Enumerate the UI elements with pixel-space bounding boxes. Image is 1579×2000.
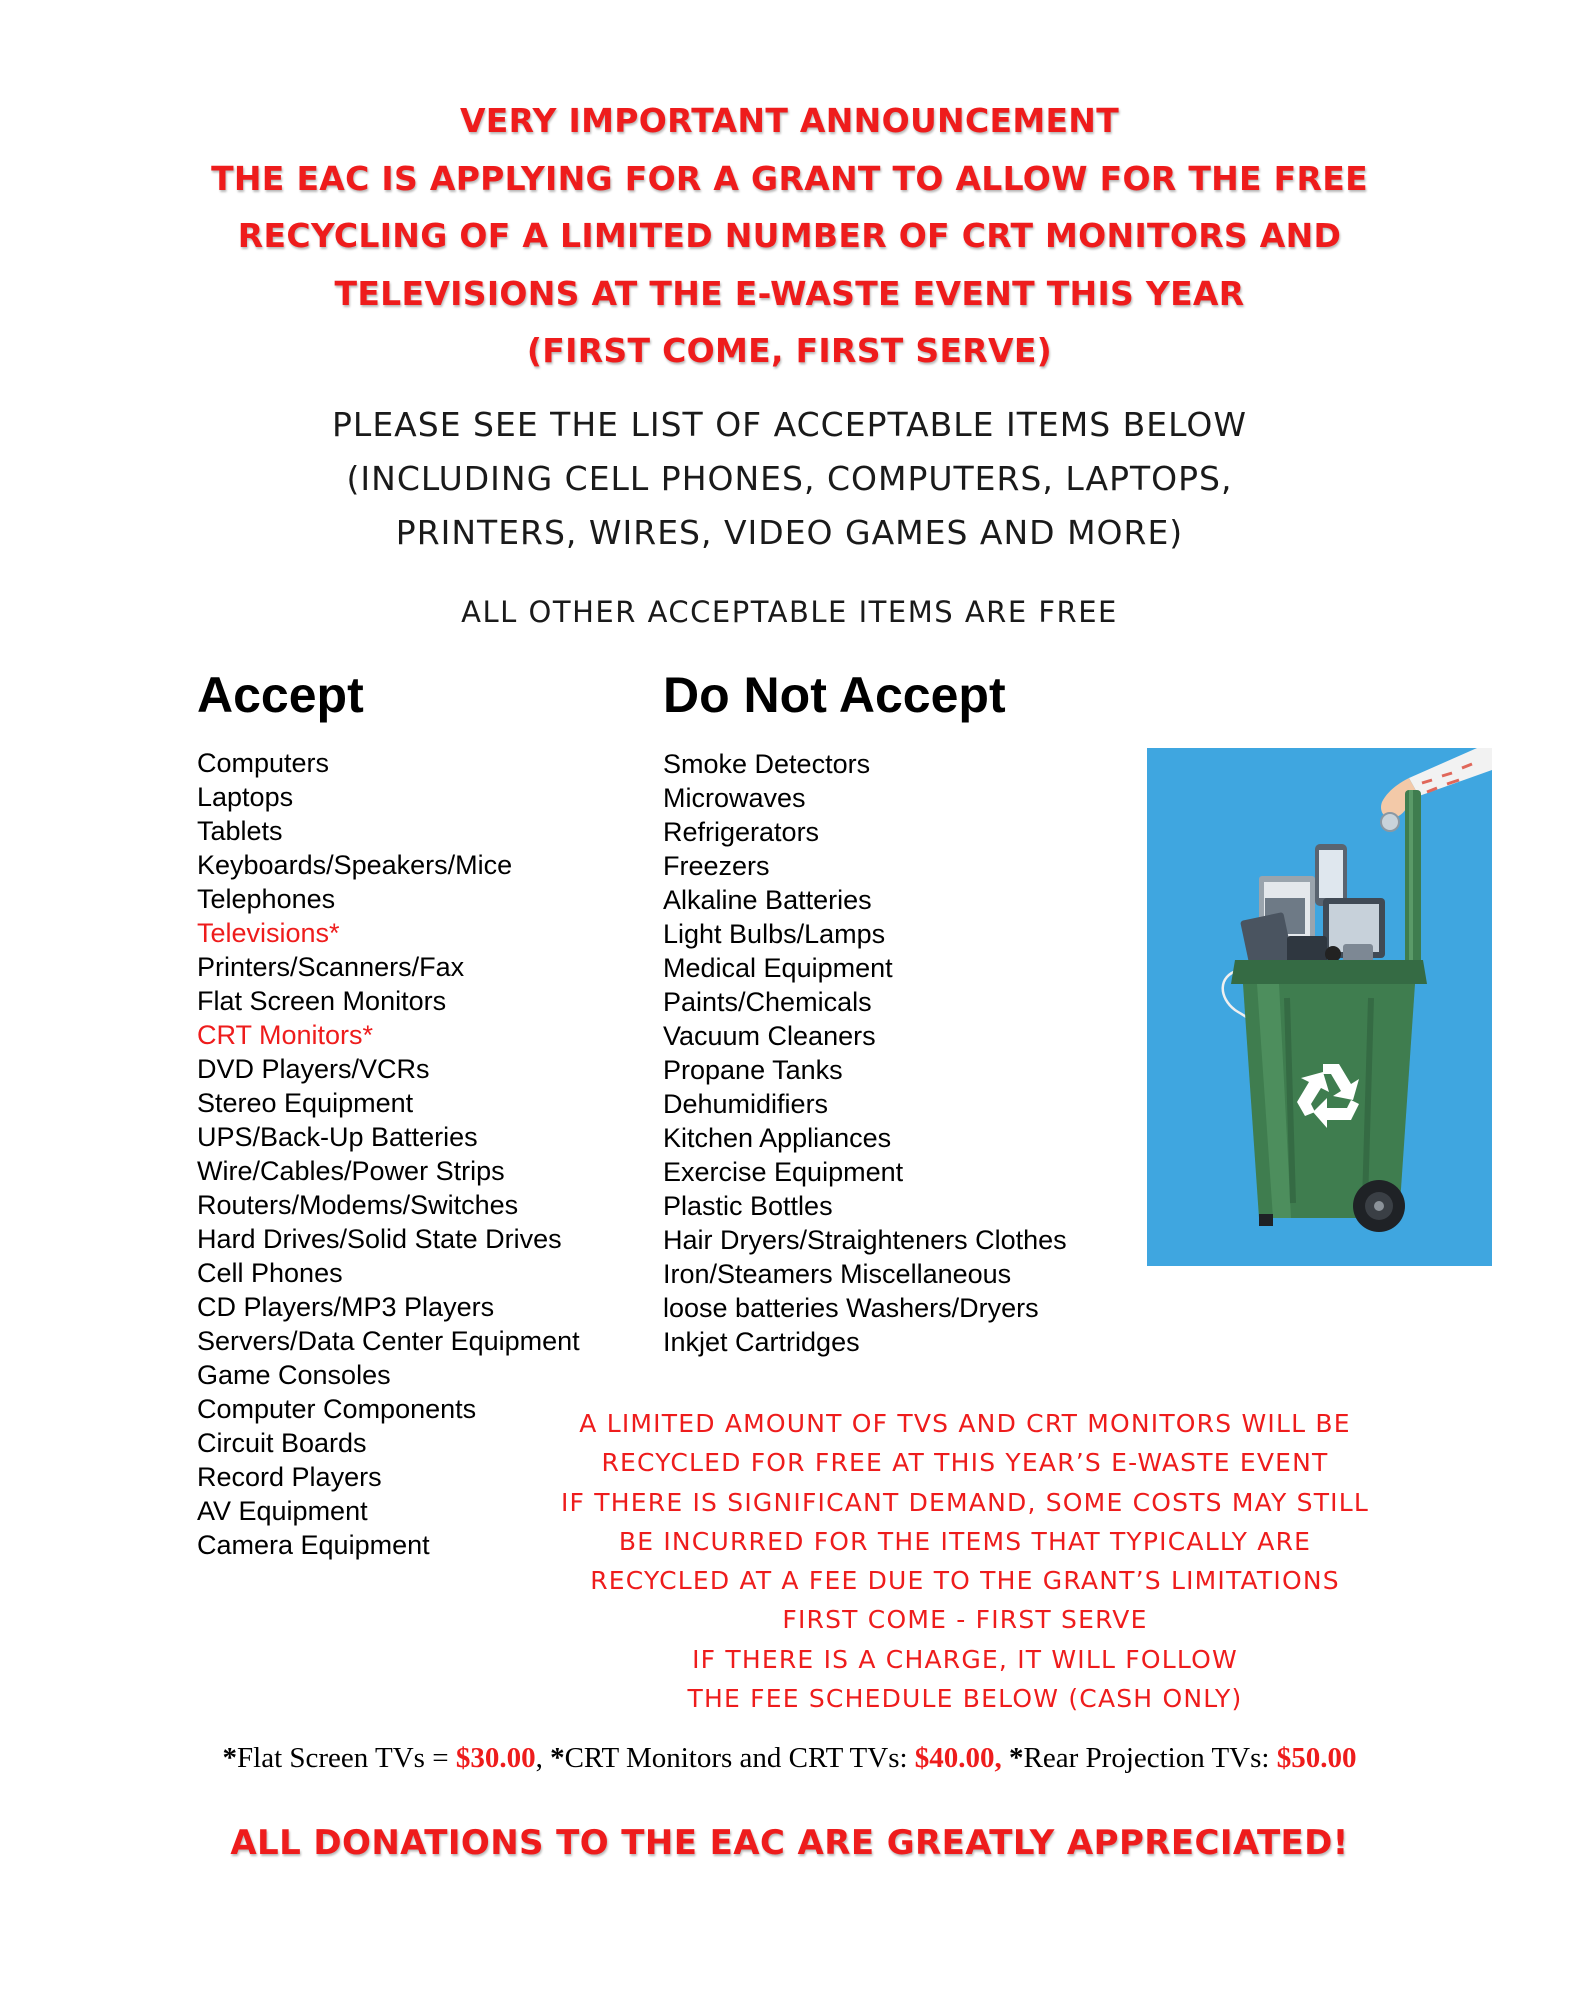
coin-battery — [1381, 813, 1399, 831]
reject-item: Alkaline Batteries — [663, 885, 872, 915]
announcement-line: (FIRST COME, FIRST SERVE) — [526, 331, 1053, 370]
accept-item: Printers/Scanners/Fax — [197, 952, 465, 982]
accept-item: Flat Screen Monitors — [197, 986, 447, 1016]
free-items-note: ALL OTHER ACCEPTABLE ITEMS ARE FREE — [461, 595, 1118, 629]
accept-item: Hard Drives/Solid State Drives — [197, 1224, 562, 1254]
flat-tv-label: Flat Screen TVs = — [237, 1742, 456, 1774]
reject-item: Dehumidifiers — [663, 1089, 829, 1119]
grant-notice — [520, 1404, 1410, 1718]
reject-item: Medical Equipment — [663, 953, 893, 983]
notice-line: THE FEE SCHEDULE BELOW (CASH ONLY) — [687, 1684, 1243, 1714]
accept-item: Keyboards/Speakers/Mice — [197, 850, 513, 880]
accept-item-highlighted: CRT Monitors* — [197, 1020, 374, 1050]
accept-item: AV Equipment — [197, 1496, 368, 1526]
reject-item: Smoke Detectors — [663, 749, 871, 779]
announcement-line: TELEVISIONS AT THE E-WASTE EVENT THIS YEAR — [334, 273, 1245, 313]
notice-line: RECYCLED FOR FREE AT THIS YEAR’S E-WASTE EVENT — [601, 1448, 1329, 1478]
rear-projection-price: $50.00 — [1276, 1742, 1357, 1774]
notice-line: BE INCURRED FOR THE ITEMS THAT TYPICALLY ARE — [618, 1526, 1312, 1556]
recycling-bin-illustration — [1147, 748, 1492, 1266]
accept-item: Tablets — [197, 816, 283, 846]
accept-item: Stereo Equipment — [197, 1088, 414, 1118]
crt-price: $40.00, — [914, 1742, 1002, 1774]
accept-item: Circuit Boards — [197, 1428, 367, 1458]
accept-item: Laptops — [197, 782, 294, 812]
bin-rim — [1231, 960, 1427, 984]
accept-item: Record Players — [197, 1462, 382, 1492]
reject-item: Kitchen Appliances — [663, 1123, 892, 1153]
notice-line: IF THERE IS A CHARGE, IT WILL FOLLOW — [692, 1644, 1238, 1674]
accept-item: Game Consoles — [197, 1360, 391, 1390]
do-not-accept-heading: Do Not Accept — [663, 667, 1006, 723]
accept-item: CD Players/MP3 Players — [197, 1292, 495, 1322]
accept-item: Computer Components — [197, 1394, 477, 1424]
accept-item-highlighted: Televisions* — [197, 918, 340, 948]
subheading-line: PLEASE SEE THE LIST OF ACCEPTABLE ITEMS BELOW — [332, 405, 1247, 444]
reject-item: Plastic Bottles — [663, 1191, 833, 1221]
accept-item: Computers — [197, 748, 330, 778]
accept-item: Servers/Data Center Equipment — [197, 1326, 580, 1356]
accept-item: Camera Equipment — [197, 1530, 430, 1560]
reject-item: loose batteries Washers/Dryers — [663, 1293, 1039, 1323]
accept-item: Telephones — [197, 884, 336, 914]
reject-item: Iron/Steamers Miscellaneous — [663, 1259, 1012, 1289]
subheading-line: PRINTERS, WIRES, VIDEO GAMES AND MORE) — [395, 513, 1184, 552]
crt-label: CRT Monitors and CRT TVs: — [564, 1742, 915, 1774]
subheading-line: (INCLUDING CELL PHONES, COMPUTERS, LAPTOPS, — [346, 459, 1233, 498]
reject-item: Light Bulbs/Lamps — [663, 919, 886, 949]
reject-item: Inkjet Cartridges — [663, 1327, 860, 1357]
notice-line: FIRST COME - FIRST SERVE — [782, 1605, 1148, 1635]
accept-item: Cell Phones — [197, 1258, 343, 1288]
accept-heading: Accept — [197, 667, 364, 723]
reject-item: Hair Dryers/Straighteners Clothes — [663, 1225, 1067, 1255]
flat-tv-price: $30.00 — [455, 1742, 536, 1774]
announcement-line: THE EAC IS APPLYING FOR A GRANT TO ALLOW FOR THE FREE — [211, 158, 1368, 198]
notice-line: RECYCLED AT A FEE DUE TO THE GRANT’S LIMITATIONS — [590, 1566, 1340, 1596]
reject-item: Vacuum Cleaners — [663, 1021, 876, 1051]
announcement-line: VERY IMPORTANT ANNOUNCEMENT — [459, 101, 1120, 140]
notice-line: A LIMITED AMOUNT OF TVS AND CRT MONITORS WILL BE — [579, 1409, 1351, 1438]
reject-item: Exercise Equipment — [663, 1157, 904, 1187]
reject-item: Paints/Chemicals — [663, 987, 872, 1017]
rear-projection-label: Rear Projection TVs: — [1023, 1742, 1277, 1774]
reject-item: Refrigerators — [663, 817, 820, 847]
do-not-accept-list — [663, 747, 1073, 1359]
reject-item: Freezers — [663, 851, 770, 881]
notice-line: IF THERE IS SIGNIFICANT DEMAND, SOME COSTS MAY STILL — [560, 1487, 1370, 1517]
reject-item: Microwaves — [663, 783, 806, 813]
acceptable-items-note — [0, 398, 1579, 560]
accept-item: DVD Players/VCRs — [197, 1054, 430, 1084]
reject-item: Propane Tanks — [663, 1055, 843, 1085]
donations-footer: ALL DONATIONS TO THE EAC ARE GREATLY APPRECIATED! — [230, 1823, 1349, 1863]
accept-item: Wire/Cables/Power Strips — [197, 1156, 505, 1186]
accept-item: UPS/Back-Up Batteries — [197, 1122, 478, 1152]
accept-item: Routers/Modems/Switches — [197, 1190, 519, 1220]
announcement-heading — [0, 92, 1579, 380]
announcement-line: RECYCLING OF A LIMITED NUMBER OF CRT MONITORS AND — [237, 216, 1342, 255]
fee-schedule: *Flat Screen TVs = $30.00, *CRT Monitors and CRT TVs: $40.00, *Rear Projection TVs: $50.00 — [222, 1742, 1357, 1774]
